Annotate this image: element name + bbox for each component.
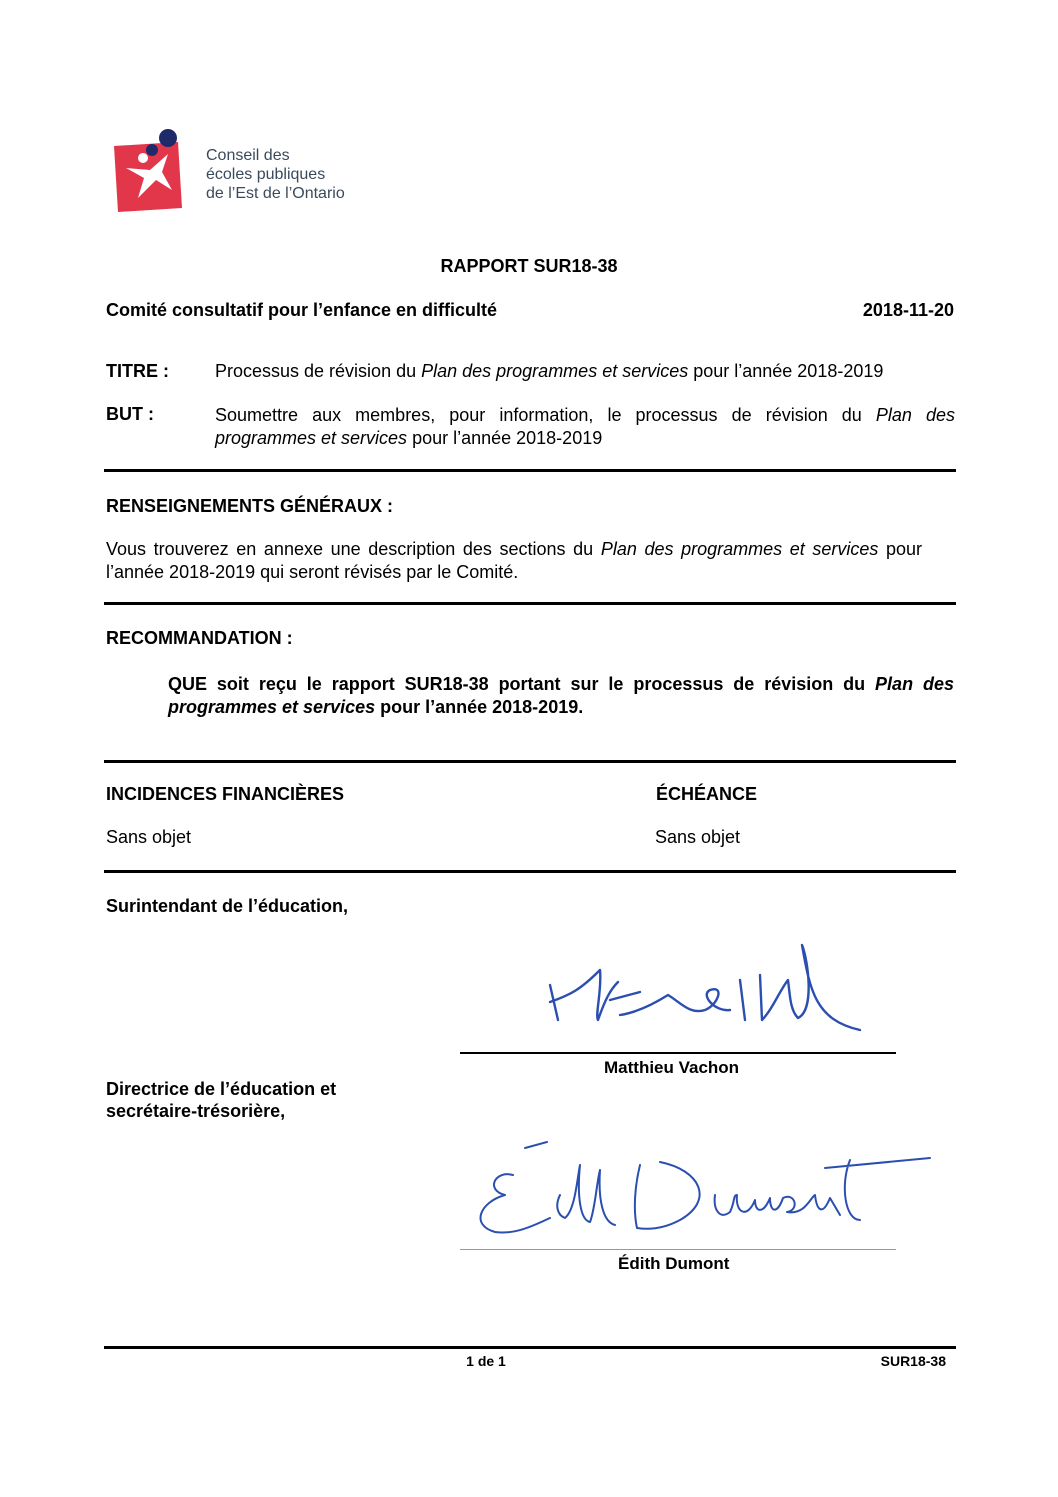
recommendation-text-italic: Plan des programmes et services	[168, 674, 954, 717]
financial-value: Sans objet	[106, 827, 192, 847]
committee-name: Comité consultatif pour l’enfance en difficulté	[106, 300, 498, 320]
deadline-heading: ÉCHÉANCE	[656, 784, 758, 804]
but-label: BUT :	[106, 404, 154, 424]
general-text-part: pour l’année 2018-2019 qui seront révisés par le Comité.	[106, 539, 923, 582]
report-title: RAPPORT SUR18-38	[440, 256, 618, 276]
footer-divider	[104, 1346, 956, 1349]
titre-label: TITRE :	[106, 361, 169, 381]
but-text-part: pour l’année 2018-2019	[407, 428, 603, 448]
general-text-italic: Plan des programmes et services	[600, 539, 879, 559]
report-date: 2018-11-20	[862, 300, 954, 320]
signature-line	[460, 1249, 896, 1250]
deadline-value: Sans objet	[655, 827, 741, 847]
recommendation-text	[168, 673, 954, 719]
but-text-part: Soumettre aux membres, pour information, le processus de révision du	[215, 405, 876, 425]
superintendent-signature	[540, 940, 880, 1050]
org-name-line: écoles publiques	[206, 166, 326, 183]
signature-line	[460, 1052, 896, 1054]
footer-reference: SUR18-38	[880, 1353, 946, 1369]
financial-heading: INCIDENCES FINANCIÈRES	[106, 784, 345, 804]
recommendation-text-part: pour l’année 2018-2019.	[375, 697, 584, 717]
general-text	[106, 538, 922, 584]
director-name: Édith Dumont	[618, 1254, 730, 1273]
director-signature	[465, 1140, 935, 1245]
but-text-italic: Plan des programmes et services	[215, 405, 955, 448]
titre-text-part: Processus de révision du	[215, 361, 422, 381]
organization-name	[206, 146, 345, 203]
recommendation-text-part: QUE soit reçu le rapport SUR18-38 portant sur le processus de révision du	[168, 674, 876, 694]
but-text	[215, 404, 955, 450]
general-heading: RENSEIGNEMENTS GÉNÉRAUX :	[106, 496, 394, 516]
director-title-line2: secrétaire-trésorière,	[106, 1101, 286, 1121]
section-divider	[104, 760, 956, 763]
titre-text	[215, 361, 955, 382]
section-divider	[104, 870, 956, 873]
org-name-line: Conseil des	[206, 147, 290, 164]
superintendent-name: Matthieu Vachon	[604, 1058, 740, 1077]
logo-mark-icon	[112, 128, 212, 214]
section-divider	[104, 602, 956, 605]
general-text-part: Vous trouverez en annexe une description des sections du	[106, 539, 601, 559]
superintendent-title: Surintendant de l’éducation,	[106, 896, 349, 916]
titre-text-italic: Plan des programmes et services	[421, 361, 689, 381]
titre-text-part: pour l’année 2018-2019	[688, 361, 884, 381]
director-title-line1: Directrice de l’éducation et	[106, 1079, 337, 1099]
recommendation-heading: RECOMMANDATION :	[106, 628, 293, 648]
section-divider	[104, 469, 956, 472]
page-number: 1 de 1	[466, 1353, 506, 1369]
org-name-line: de l’Est de l’Ontario	[206, 185, 345, 202]
